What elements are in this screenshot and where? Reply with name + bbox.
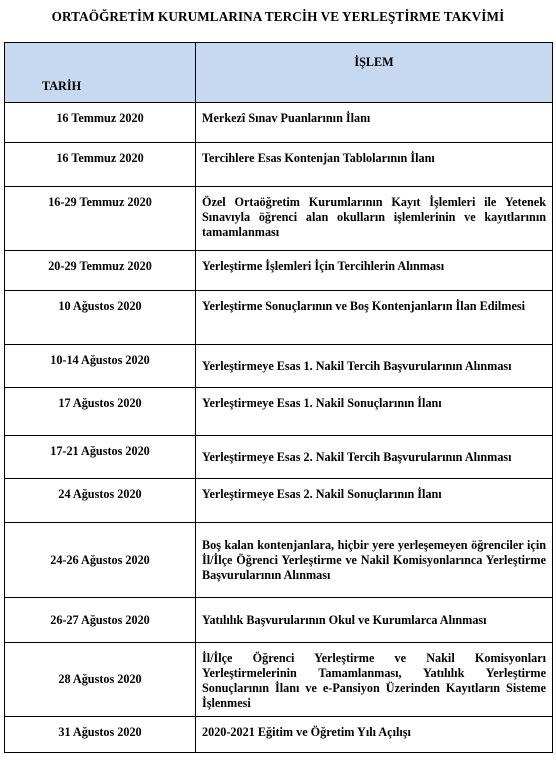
table-row — [5, 717, 553, 753]
row-date: 16-29 Temmuz 2020 — [5, 187, 196, 251]
table-row — [5, 523, 553, 598]
row-process: Merkezî Sınav Puanlarının İlanı — [196, 103, 553, 143]
header-date: TARİH — [5, 43, 196, 103]
row-date: 24 Ağustos 2020 — [5, 479, 196, 523]
row-date: 24-26 Ağustos 2020 — [5, 523, 196, 598]
table-row — [5, 187, 553, 251]
row-date: 31 Ağustos 2020 — [5, 717, 196, 753]
row-process: Yerleştirmeye Esas 2. Nakil Sonuçlarının İlanı — [196, 479, 553, 523]
page-title: ORTAÖĞRETİM KURUMLARINA TERCİH VE YERLEŞTİRME TAKVİMİ — [51, 9, 505, 24]
row-process: Yerleştirmeye Esas 1. Nakil Sonuçlarının İlanı — [196, 388, 553, 436]
row-process: Yatılılık Başvurularının Okul ve Kurumlarca Alınması — [196, 598, 553, 643]
row-date: 17-21 Ağustos 2020 — [5, 436, 196, 479]
row-date: 16 Temmuz 2020 — [5, 143, 196, 187]
row-process: Boş kalan kontenjanlara, hiçbir yere yerleşemeyen öğrenciler için İl/İlçe Öğrenci Yerleştirme ve Nakil Komisyonlarınca Yerleştirme Başvurularının Alınması — [196, 523, 553, 598]
table-row — [5, 103, 553, 143]
row-date: 26-27 Ağustos 2020 — [5, 598, 196, 643]
schedule-table — [4, 42, 553, 753]
table-row — [5, 643, 553, 717]
table-row — [5, 479, 553, 523]
row-process: Yerleştirme Sonuçlarının ve Boş Kontenjanların İlan Edilmesi — [196, 291, 553, 345]
row-process: Özel Ortaöğretim Kurumlarının Kayıt İşlemleri ile Yetenek Sınavıyla öğrenci alan okulların işlemlerinin ve kayıtlarının tamamlanması — [196, 187, 553, 251]
row-process: Yerleştirmeye Esas 2. Nakil Tercih Başvurularının Alınması — [196, 436, 553, 479]
row-date: 20-29 Temmuz 2020 — [5, 251, 196, 291]
table-header-row — [5, 43, 553, 103]
row-process: 2020-2021 Eğitim ve Öğretim Yılı Açılışı — [196, 717, 553, 753]
row-date: 28 Ağustos 2020 — [5, 643, 196, 717]
table-row — [5, 345, 553, 388]
header-process: İŞLEM — [196, 43, 553, 103]
row-date: 17 Ağustos 2020 — [5, 388, 196, 436]
table-row — [5, 291, 553, 345]
row-date: 10 Ağustos 2020 — [5, 291, 196, 345]
row-date: 16 Temmuz 2020 — [5, 103, 196, 143]
table-row — [5, 388, 553, 436]
table-row — [5, 251, 553, 291]
table-row — [5, 436, 553, 479]
table-row — [5, 143, 553, 187]
row-process: Tercihlere Esas Kontenjan Tablolarının İlanı — [196, 143, 553, 187]
row-process: İl/İlçe Öğrenci Yerleştirme ve Nakil Komisyonları Yerleştirmelerinin Tamamlanması, Yatılılık Yerleştirme Sonuçlarının İlanı ve e-Pansiyon Üzerinden Kayıtların Sisteme İşlenmesi — [196, 643, 553, 717]
row-date: 10-14 Ağustos 2020 — [5, 345, 196, 388]
table-row — [5, 598, 553, 643]
row-process: Yerleştirmeye Esas 1. Nakil Tercih Başvurularının Alınması — [196, 345, 553, 388]
row-process: Yerleştirme İşlemleri İçin Tercihlerin Alınması — [196, 251, 553, 291]
